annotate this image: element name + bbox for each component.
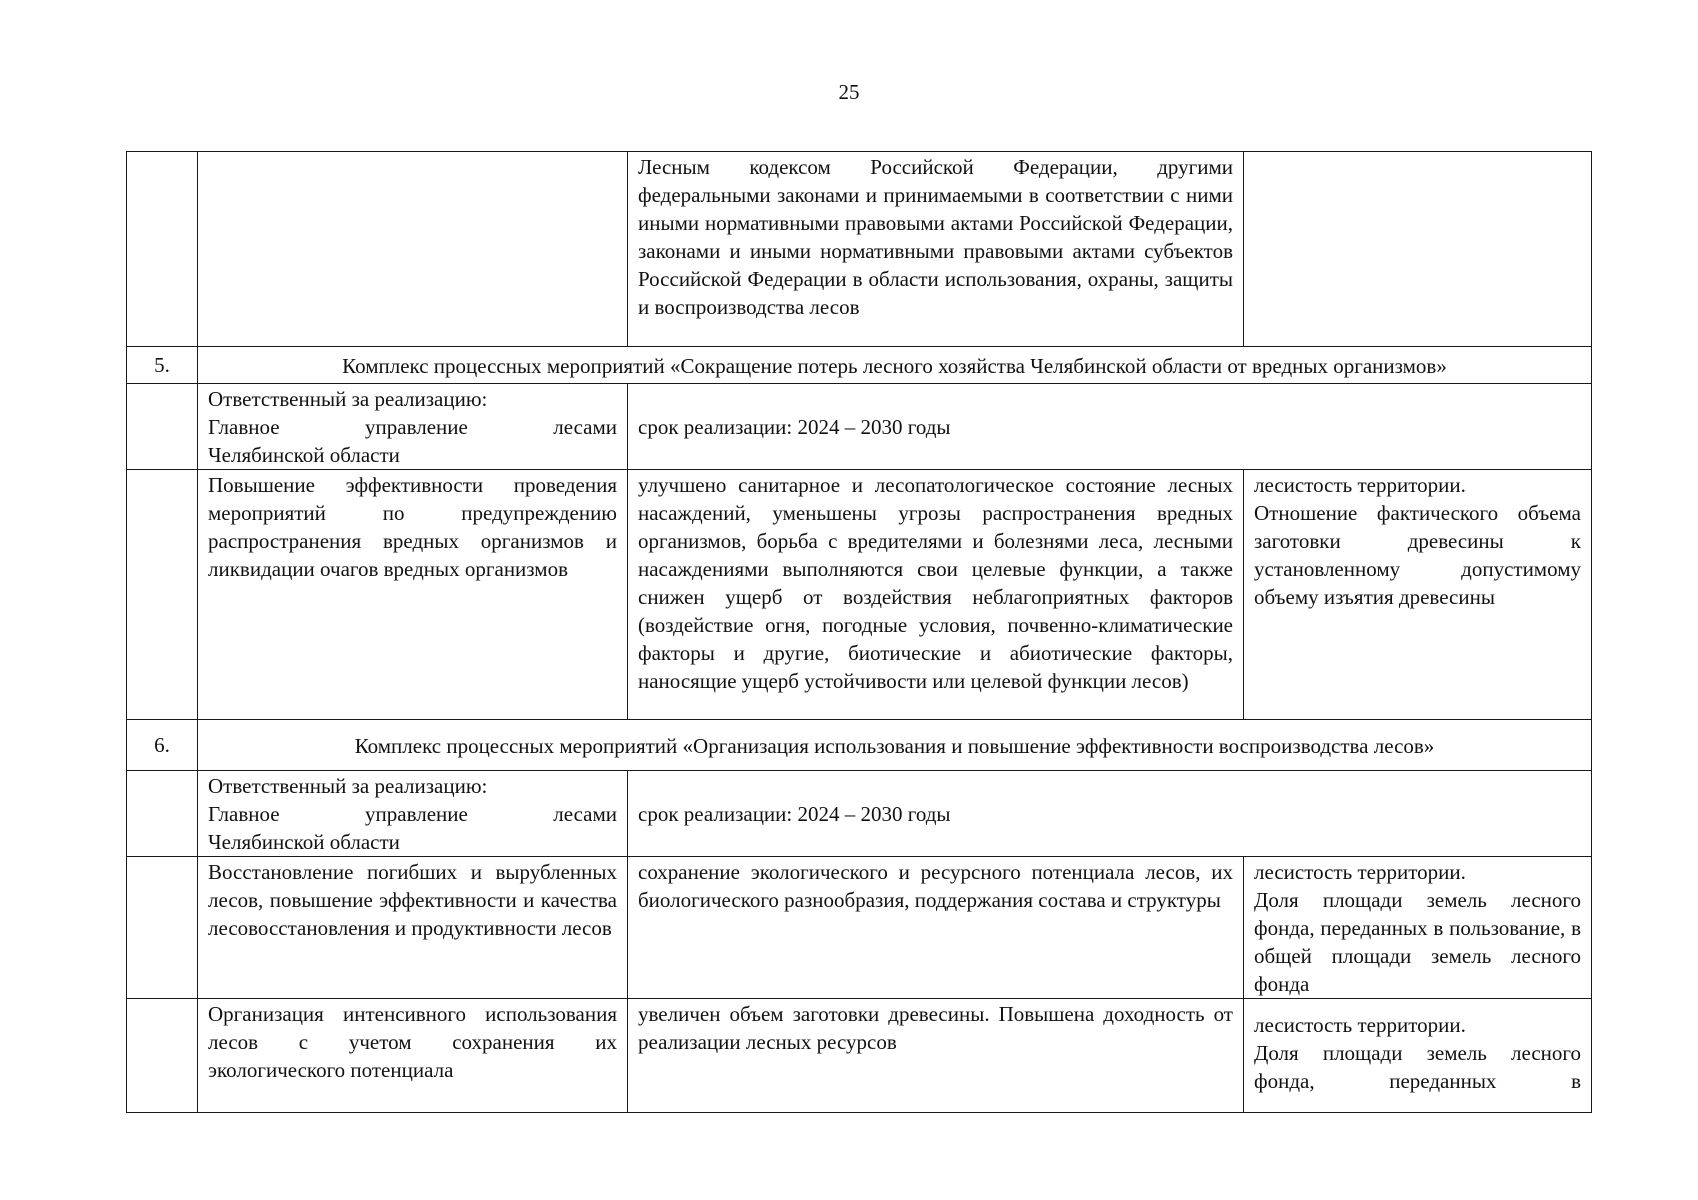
section-title: Комплекс процессных мероприятий «Организация использования и повышение эффективности воспроизводства лесов»: [198, 720, 1592, 771]
task-cell: Организация интенсивного использования лесов с учетом сохранения их экологического потенциала: [198, 999, 628, 1113]
number-cell: [127, 771, 198, 857]
responsible-cell: [198, 771, 628, 857]
period-cell: срок реализации: 2024 – 2030 годы: [628, 384, 1592, 470]
table-row: [127, 384, 1592, 470]
number-cell: [127, 999, 198, 1113]
indicator-cell: [1244, 857, 1592, 999]
responsible-org-line2: Челябинской области: [208, 443, 400, 467]
responsible-org-line2: Челябинской области: [208, 830, 400, 854]
indicator-1: лесистость территории.: [1254, 860, 1466, 884]
responsible-cell: [198, 384, 628, 470]
result-cell: улучшено санитарное и лесопатологическое состояние лесных насаждений, уменьшены угрозы распространения вредных организмов, борьба с вредителями и болезнями леса, лесными насаждениями выполняются свои целевые функции, а также снижен ущерб от воздействия неблагоприятных факторов (воздействие огня, погодные условия, почвенно-климатические факторы и другие, биотические и абиотические факторы, наносящие ущерб устойчивости или целевой функции лесов): [628, 470, 1244, 720]
table-row: [127, 771, 1592, 857]
period-cell: срок реализации: 2024 – 2030 годы: [628, 771, 1592, 857]
responsible-org-line1: Главное управление лесами: [208, 415, 617, 439]
task-cell: Повышение эффективности проведения мероприятий по предупреждению распространения вредных организмов и ликвидации очагов вредных организмов: [198, 470, 628, 720]
indicator-1: лесистость территории.: [1254, 473, 1466, 497]
number-cell: [127, 857, 198, 999]
section-number: 6.: [127, 720, 198, 771]
result-text: Лесным кодексом Российской Федерации, другими федеральными законами и принимаемыми в соответствии с ними иными нормативными правовыми актами Российской Федерации, законами и иными нормативными правовыми актами субъектов Российской Федерации в области использования, охраны, защиты и воспроизводства лесов: [638, 155, 1233, 319]
result-cell: [628, 152, 1244, 347]
indicator-cell: [1244, 999, 1592, 1113]
responsible-org-line1: Главное управление лесами: [208, 802, 617, 826]
responsible-label: Ответственный за реализацию:: [208, 387, 488, 411]
number-cell: [127, 384, 198, 470]
indicator-2: Доля площади земель лесного фонда, переданных в: [1254, 1041, 1581, 1093]
indicator-1: лесистость территории.: [1254, 1013, 1466, 1037]
table-row: [127, 857, 1592, 999]
section-number: 5.: [127, 347, 198, 384]
program-table: [126, 151, 1592, 1113]
result-cell: увеличен объем заготовки древесины. Повышена доходность от реализации лесных ресурсов: [628, 999, 1244, 1113]
indicator-cell: [1244, 470, 1592, 720]
section-title: Комплекс процессных мероприятий «Сокращение потерь лесного хозяйства Челябинской области от вредных организмов»: [198, 347, 1592, 384]
number-cell: [127, 152, 198, 347]
task-cell: [198, 152, 628, 347]
result-cell: сохранение экологического и ресурсного потенциала лесов, их биологического разнообразия, поддержания состава и структуры: [628, 857, 1244, 999]
section-header-row: [127, 347, 1592, 384]
table-row: [127, 152, 1592, 347]
page-number: 25: [838, 80, 860, 104]
indicator-2: Доля площади земель лесного фонда, переданных в пользование, в общей площади земель лесного фонда: [1254, 888, 1581, 996]
task-cell: Восстановление погибших и вырубленных лесов, повышение эффективности и качества лесовосстановления и продуктивности лесов: [198, 857, 628, 999]
table-row: [127, 999, 1592, 1113]
table-row: [127, 470, 1592, 720]
responsible-label: Ответственный за реализацию:: [208, 774, 488, 798]
section-header-row: [127, 720, 1592, 771]
indicator-2: Отношение фактического объема заготовки древесины к установленному допустимому объему изъятия древесины: [1254, 501, 1581, 609]
indicator-cell: [1244, 152, 1592, 347]
number-cell: [127, 470, 198, 720]
